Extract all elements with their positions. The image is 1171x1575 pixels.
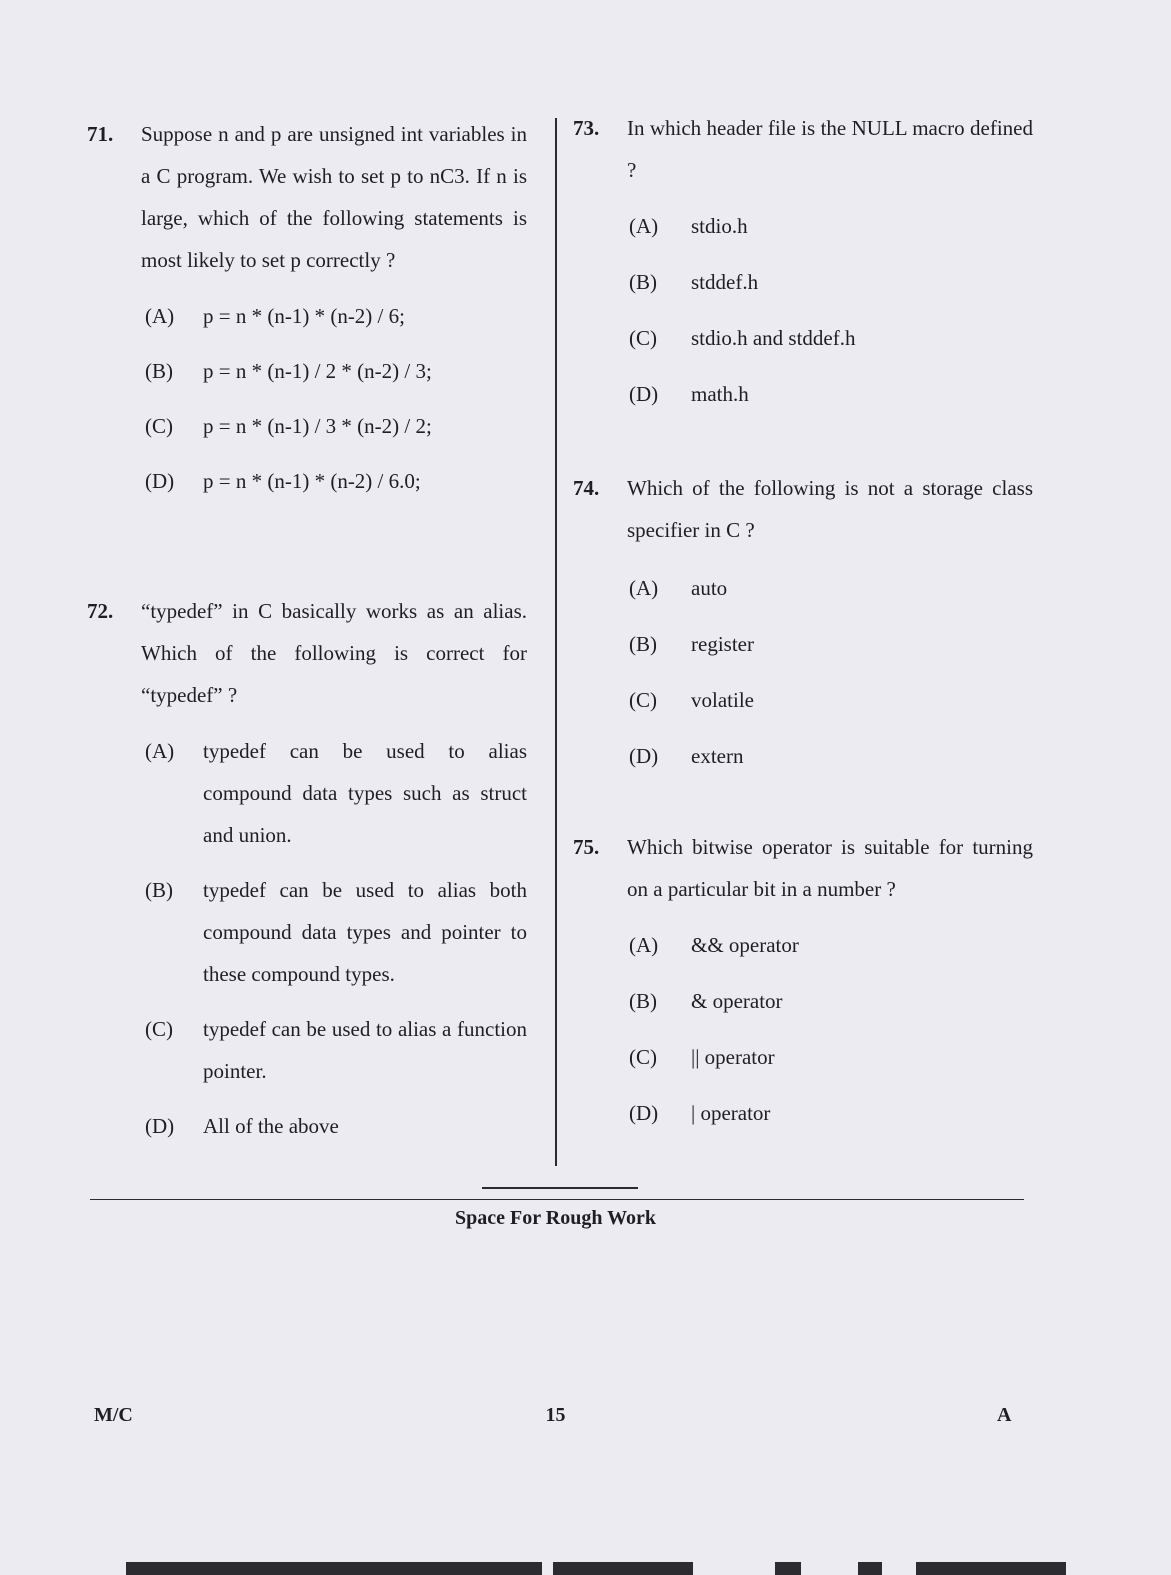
option-text: auto — [691, 576, 728, 600]
option-text: stdio.h — [691, 214, 748, 238]
option-b — [629, 623, 1033, 665]
scan-edge-mark — [916, 1562, 1066, 1575]
option-text: All of the above — [203, 1114, 339, 1138]
option-label: (C) — [629, 688, 657, 712]
question-number: 72. — [87, 599, 114, 623]
scan-edge-mark — [553, 1562, 693, 1575]
option-text: volatile — [691, 688, 754, 712]
option-label: (A) — [629, 933, 659, 957]
footer-code: M/C — [94, 1404, 133, 1426]
option-label: (C) — [629, 1045, 657, 1069]
option-b — [145, 350, 527, 392]
question-72 — [87, 590, 527, 1147]
question-73 — [573, 107, 1033, 415]
scan-edge-mark — [775, 1562, 801, 1575]
option-text: typedef can be used to alias both compound data types and pointer to these compound types. — [203, 878, 527, 986]
option-d — [629, 373, 1033, 415]
option-a — [629, 567, 1033, 609]
option-label: (A) — [629, 576, 659, 600]
option-label: (D) — [629, 382, 659, 406]
end-of-questions-rule — [482, 1187, 638, 1189]
option-c — [629, 679, 1033, 721]
question-71 — [87, 113, 527, 502]
option-label: (B) — [629, 632, 657, 656]
question-text: Which bitwise operator is suitable for turning on a particular bit in a number ? — [627, 835, 1033, 901]
option-d — [145, 460, 527, 502]
option-text: stddef.h — [691, 270, 759, 294]
option-text: math.h — [691, 382, 749, 406]
option-d — [145, 1105, 527, 1147]
option-c — [629, 1036, 1033, 1078]
option-b — [629, 261, 1033, 303]
option-text: p = n * (n-1) * (n-2) / 6; — [203, 304, 405, 328]
option-d — [629, 735, 1033, 777]
option-text: p = n * (n-1) / 2 * (n-2) / 3; — [203, 359, 432, 383]
option-text: && operator — [691, 933, 799, 957]
option-label: (B) — [145, 359, 173, 383]
option-label: (B) — [145, 878, 173, 902]
scan-edge-mark — [126, 1562, 542, 1575]
option-label: (C) — [629, 326, 657, 350]
option-label: (A) — [145, 304, 175, 328]
question-text: Suppose n and p are unsigned int variables in a C program. We wish to set p to nC3. If n is large, which of the following statements is most likely to set p correctly ? — [141, 122, 527, 272]
scan-edge-mark — [858, 1562, 882, 1575]
option-text: | operator — [691, 1101, 771, 1125]
page-number: 15 — [545, 1404, 566, 1426]
option-c — [629, 317, 1033, 359]
option-c — [145, 1008, 527, 1092]
option-text: || operator — [691, 1045, 775, 1069]
option-text: typedef can be used to alias compound data types such as struct and union. — [203, 739, 527, 847]
option-list — [629, 567, 1033, 777]
column-divider — [555, 118, 557, 1166]
option-label: (C) — [145, 1017, 173, 1041]
option-text: stdio.h and stddef.h — [691, 326, 856, 350]
footer-series: A — [997, 1404, 1012, 1426]
question-number: 71. — [87, 122, 114, 146]
option-text: p = n * (n-1) * (n-2) / 6.0; — [203, 469, 421, 493]
option-label: (B) — [629, 270, 657, 294]
option-label: (A) — [629, 214, 659, 238]
option-list — [629, 205, 1033, 415]
option-c — [145, 405, 527, 447]
question-number: 73. — [573, 116, 600, 140]
option-label: (C) — [145, 414, 173, 438]
option-a — [629, 205, 1033, 247]
question-text: Which of the following is not a storage class specifier in C ? — [627, 476, 1033, 542]
option-label: (B) — [629, 989, 657, 1013]
option-text: extern — [691, 744, 744, 768]
question-74 — [573, 467, 1033, 777]
option-text: typedef can be used to alias a function pointer. — [203, 1017, 527, 1083]
option-a — [145, 295, 527, 337]
question-75 — [573, 826, 1033, 1134]
option-b — [145, 869, 527, 995]
question-text: In which header file is the NULL macro defined ? — [627, 116, 1033, 182]
option-a — [629, 924, 1033, 966]
question-text: “typedef” in C basically works as an alias. Which of the following is correct for “typedef” ? — [141, 599, 527, 707]
option-text: register — [691, 632, 754, 656]
option-text: & operator — [691, 989, 783, 1013]
option-d — [629, 1092, 1033, 1134]
option-list — [629, 924, 1033, 1134]
option-label: (D) — [145, 469, 175, 493]
option-label: (D) — [629, 744, 659, 768]
question-number: 75. — [573, 835, 600, 859]
option-label: (A) — [145, 739, 175, 763]
option-b — [629, 980, 1033, 1022]
rough-work-label: Space For Rough Work — [455, 1207, 656, 1229]
option-list — [145, 730, 527, 1147]
option-label: (D) — [629, 1101, 659, 1125]
option-text: p = n * (n-1) / 3 * (n-2) / 2; — [203, 414, 432, 438]
question-number: 74. — [573, 476, 600, 500]
option-list — [145, 295, 527, 502]
rough-work-divider — [90, 1199, 1024, 1200]
option-a — [145, 730, 527, 856]
option-label: (D) — [145, 1114, 175, 1138]
